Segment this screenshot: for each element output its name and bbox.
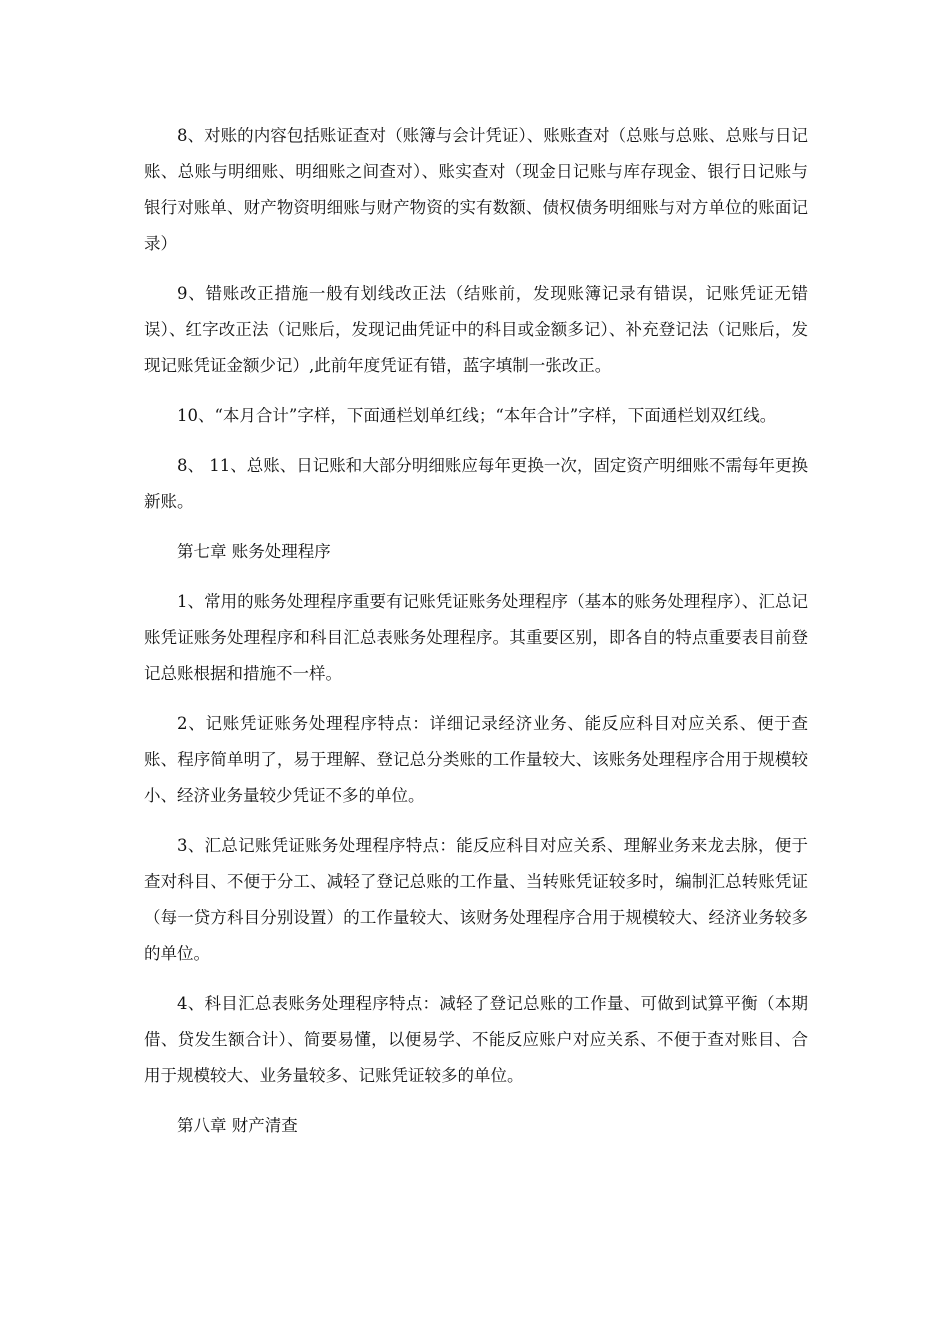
paragraph-summary-voucher-procedure: 3、汇总记账凭证账务处理程序特点：能反应科目对应关系、理解业务来龙去脉，便于查对科目、不便于分工、减轻了登记总账的工作量、当转账凭证较多时，编制汇总转账凭证（每一贷方科目分别设置）的工作量较大、该财务处理程序合用于规模较大、经济业务较多的单位。: [144, 836, 808, 963]
chapter-8-heading: 第八章 财产清查: [177, 1116, 298, 1135]
paragraph-monthly-total: 10、“本月合计”字样，下面通栏划单红线；“本年合计”字样，下面通栏划双红线。: [177, 406, 777, 425]
paragraph-procedures-overview: 1、常用的账务处理程序重要有记账凭证账务处理程序（基本的账务处理程序）、汇总记账凭证账务处理程序和科目汇总表账务处理程序。其重要区别，即各自的特点重要表目前登记总账根据和措施不一样。: [144, 592, 808, 683]
document-body: [144, 118, 808, 1158]
paragraph-voucher-procedure: 2、记账凭证账务处理程序特点：详细记录经济业务、能反应科目对应关系、便于查账、程序简单明了，易于理解、登记总分类账的工作量较大、该账务处理程序合用于规模较小、经济业务量较少凭证不多的单位。: [144, 714, 808, 805]
chapter-7-heading: 第七章 账务处理程序: [177, 542, 331, 561]
paragraph-reconciliation: 8、对账的内容包括账证查对（账簿与会计凭证）、账账查对（总账与总账、总账与日记账、总账与明细账、明细账之间查对）、账实查对（现金日记账与库存现金、银行日记账与银行对账单、财产物资明细账与财产物资的实有数额、债权债务明细账与对方单位的账面记录）: [144, 126, 808, 253]
paragraph-error-correction: 9、错账改正措施一般有划线改正法（结账前，发现账簿记录有错误，记账凭证无错误）、红字改正法（记账后，发现记曲凭证中的科目或金额多记）、补充登记法（记账后，发现记账凭证金额少记）,此前年度凭证有错，蓝字填制一张改正。: [144, 284, 808, 375]
paragraph-ledger-replacement: 8、 11、总账、日记账和大部分明细账应每年更换一次，固定资产明细账不需每年更换新账。: [144, 456, 808, 511]
paragraph-account-summary-procedure: 4、科目汇总表账务处理程序特点：减轻了登记总账的工作量、可做到试算平衡（本期借、贷发生额合计）、简要易懂，以便易学、不能反应账户对应关系、不便于查对账目、合用于规模较大、业务量较多、记账凭证较多的单位。: [144, 994, 808, 1085]
